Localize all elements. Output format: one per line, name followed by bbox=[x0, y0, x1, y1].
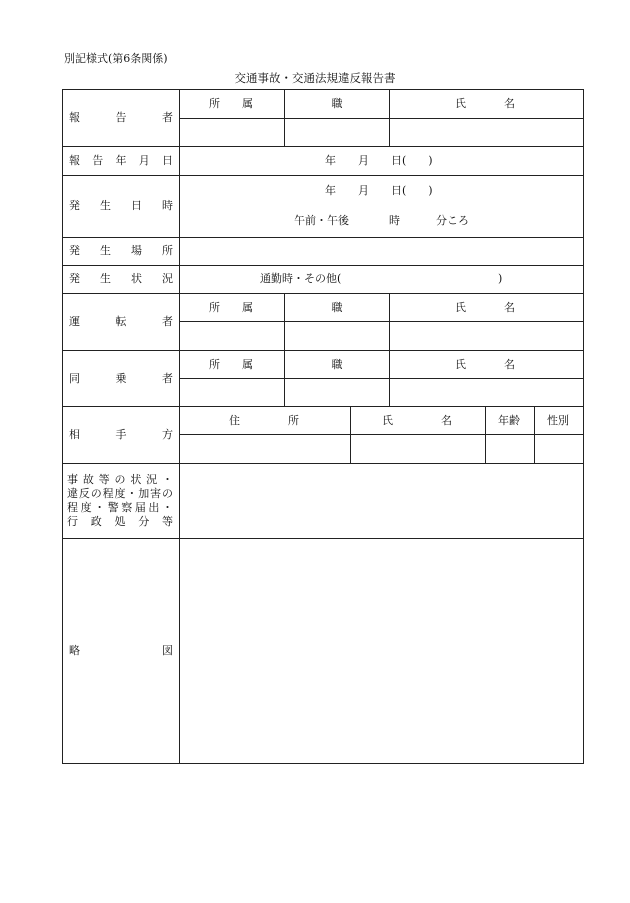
sub-row-divider bbox=[179, 321, 584, 322]
field-hour: 時 bbox=[389, 214, 400, 227]
grid-line bbox=[389, 293, 390, 351]
header-post-reporter: 職 bbox=[331, 97, 343, 110]
grid-line bbox=[389, 350, 390, 407]
sub-row-divider bbox=[179, 378, 584, 379]
label-other-party: 相 手 方 bbox=[69, 428, 173, 441]
grid-line bbox=[534, 406, 535, 464]
label-report-date: 報 告 年 月 日 bbox=[69, 154, 173, 167]
row-divider bbox=[62, 406, 584, 407]
grid-line bbox=[350, 406, 351, 464]
form-border-right bbox=[583, 89, 584, 764]
label-sketch: 略 図 bbox=[69, 644, 173, 657]
label-reporter: 報 告 者 bbox=[69, 111, 173, 124]
row-divider bbox=[62, 175, 584, 176]
sub-row-divider bbox=[179, 434, 584, 435]
header-address: 住 所 bbox=[229, 414, 299, 427]
header-affiliation-driver: 所 属 bbox=[209, 301, 253, 314]
row-divider bbox=[62, 538, 584, 539]
row-divider bbox=[62, 350, 584, 351]
header-name-driver: 氏 名 bbox=[455, 301, 515, 314]
field-occurred-date: 年 月 日( ) bbox=[325, 184, 433, 197]
label-situation: 発 生 状 況 bbox=[69, 272, 173, 285]
form-caption: 別記様式(第6条関係) bbox=[64, 52, 168, 65]
grid-line bbox=[485, 406, 486, 464]
sub-row-divider bbox=[179, 118, 584, 119]
header-post-driver: 職 bbox=[331, 301, 343, 314]
label-driver: 運 転 者 bbox=[69, 315, 173, 328]
label-occurred-datetime: 発 生 日 時 bbox=[69, 199, 173, 212]
form-border-bottom bbox=[62, 763, 584, 764]
label-passenger: 同 乗 者 bbox=[69, 372, 173, 385]
grid-line bbox=[284, 89, 285, 147]
row-divider bbox=[62, 463, 584, 464]
header-name-other-party: 氏 名 bbox=[382, 414, 452, 427]
field-situation: 通勤時・その他( bbox=[260, 272, 342, 285]
label-place: 発 生 場 所 bbox=[69, 244, 173, 257]
field-situation-close: ) bbox=[498, 272, 503, 285]
field-report-date: 年 月 日( ) bbox=[325, 154, 433, 167]
form-border-left bbox=[62, 89, 63, 764]
grid-line bbox=[284, 350, 285, 407]
header-age: 年齢 bbox=[498, 414, 520, 427]
row-divider bbox=[62, 293, 584, 294]
label-details: 事 故 等 の 状 況 ・ 違 反 の 程 度 ・ 加 害 の 程 度 ・ 警 察 届 出 ・ 行 政 処 分 等 bbox=[67, 472, 173, 528]
header-affiliation-passenger: 所 属 bbox=[209, 358, 253, 371]
field-ampm: 午前・午後 bbox=[294, 214, 349, 227]
field-minute: 分ころ bbox=[436, 214, 469, 227]
header-affiliation-reporter: 所 属 bbox=[209, 97, 253, 110]
header-name-reporter: 氏 名 bbox=[455, 97, 515, 110]
header-post-passenger: 職 bbox=[331, 358, 343, 371]
row-divider bbox=[62, 146, 584, 147]
header-name-passenger: 氏 名 bbox=[455, 358, 515, 371]
grid-line bbox=[284, 293, 285, 351]
row-divider bbox=[62, 265, 584, 266]
form-title: 交通事故・交通法規違反報告書 bbox=[234, 71, 396, 85]
label-column-divider bbox=[179, 89, 180, 764]
header-sex: 性別 bbox=[547, 414, 569, 427]
row-divider bbox=[62, 237, 584, 238]
form-border-top bbox=[62, 89, 584, 90]
grid-line bbox=[389, 89, 390, 147]
